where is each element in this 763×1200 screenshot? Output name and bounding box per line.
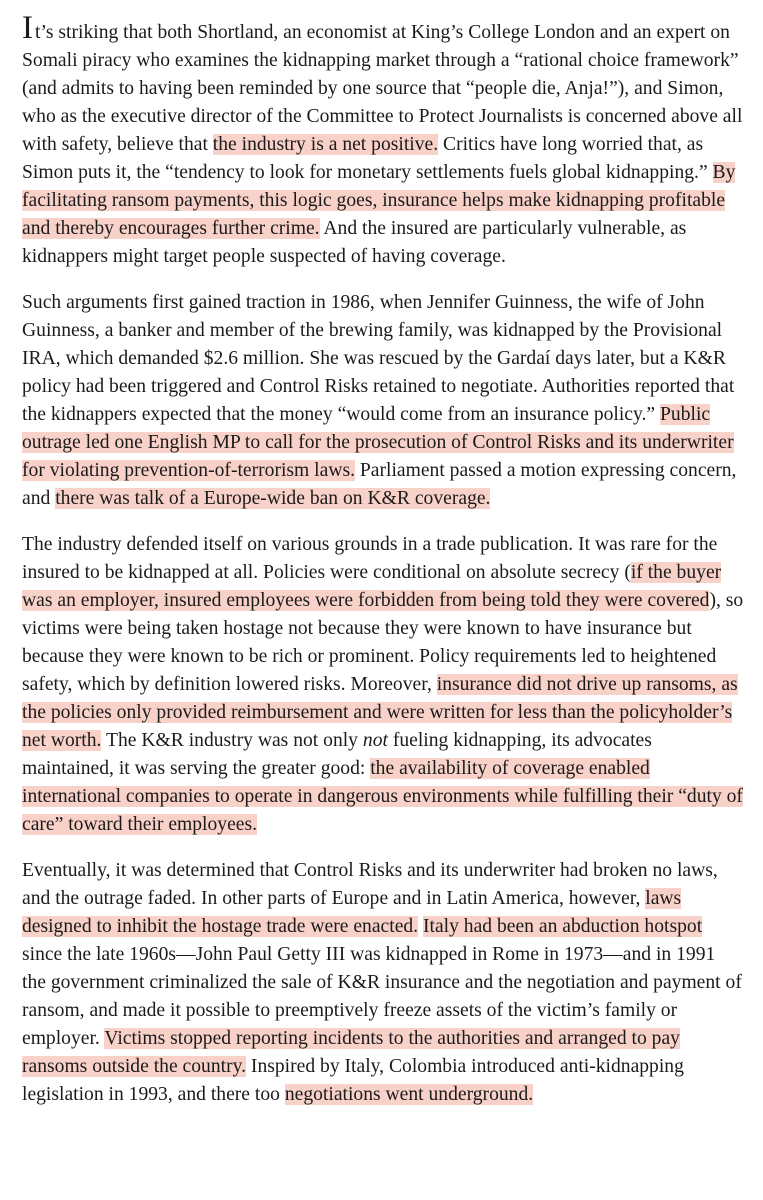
highlighted-passage: Victims stopped reporting incidents to the authorities and arranged to pay ransoms outside the country.: [22, 1028, 680, 1077]
highlighted-passage: Public outrage led one English MP to call for the prosecution of Control Risks and its underwriter for violating prevention-of-terrorism laws.: [22, 404, 734, 481]
text-run: The K&R industry was not only: [101, 730, 363, 751]
drop-cap: I: [22, 10, 33, 46]
text-run: fueling kidnapping, its advocates maintained, it was serving the greater good:: [22, 730, 652, 779]
highlighted-passage: there was talk of a Europe-wide ban on K&R coverage.: [55, 488, 491, 509]
text-run: since the late 1960s—John Paul Getty III was kidnapped in Rome in 1973—and in 1991 the government criminalized the sale of K&R insurance and the negotiation and payment of ransom, and made it possible to preemptively freeze assets of the victim’s family or employer.: [22, 944, 742, 1049]
highlighted-passage: the availability of coverage enabled international companies to operate in dangerous environments while fulfilling their “duty of care” toward their employees.: [22, 758, 743, 835]
text-run: Such arguments first gained traction in 1986, when Jennifer Guinness, the wife of John Guinness, a banker and member of the brewing family, was kidnapped by the Provisional IRA, which demanded $2.6 million. She was rescued by the Gardaí days later, but a K&R policy had been triggered and Control Risks retained to negotiate. Authorities reported that the kidnappers expected that the money “would come from an insurance policy.”: [22, 292, 735, 425]
text-run: And the insured are particularly vulnerable, as kidnappers might target people suspected of having coverage.: [22, 218, 687, 267]
paragraph-4: [22, 857, 744, 1109]
highlighted-passage: if the buyer was an employer, insured employees were forbidden from being told they were covered: [22, 562, 722, 611]
highlighted-passage: laws designed to inhibit the hostage trade were enacted.: [22, 888, 682, 937]
text-run: Critics have long worried that, as Simon puts it, the “tendency to look for monetary settlements fuels global kidnapping.”: [22, 134, 713, 183]
article-body: [22, 10, 744, 1127]
text-run: The industry defended itself on various grounds in a trade publication. It was rare for the insured to be kidnapped at all. Policies were conditional on absolute secrecy (: [22, 534, 718, 583]
text-run: Eventually, it was determined that Control Risks and its underwriter had broken no laws, and the outrage faded. In other parts of Europe and in Latin America, however,: [22, 860, 718, 909]
highlighted-passage: By facilitating ransom payments, this logic goes, insurance helps make kidnapping profitable and thereby encourages further crime.: [22, 162, 736, 239]
text-run: ), so victims were being taken hostage not because they were known to have insurance but because they were known to be rich or prominent. Policy requirements led to heightened safety, which by definition lowered risks. Moreover,: [22, 590, 744, 695]
highlighted-passage: the industry is a net positive.: [212, 134, 439, 155]
italic-emphasis: not: [362, 730, 388, 751]
highlighted-passage: insurance did not drive up ransoms, as the policies only provided reimbursement and were written for less than the policyholder’s net worth.: [22, 674, 738, 751]
highlighted-passage: negotiations went underground.: [284, 1084, 534, 1105]
text-run: Inspired by Italy, Colombia introduced anti-kidnapping legislation in 1993, and there too: [22, 1056, 684, 1105]
paragraph-3: [22, 531, 744, 839]
text-run: t’s striking that both Shortland, an economist at King’s College London and an expert on Somali piracy who examines the kidnapping market through a “rational choice framework” (and admits to having been reminded by one source that “people die, Anja!”), and Simon, who as the executive director of the Committee to Protect Journalists is concerned above all with safety, believe that: [22, 22, 743, 155]
paragraph-1: [22, 10, 744, 271]
text-run: Parliament passed a motion expressing concern, and: [22, 460, 737, 509]
highlighted-passage: Italy had been an abduction hotspot: [423, 916, 703, 937]
paragraph-2: [22, 289, 744, 513]
